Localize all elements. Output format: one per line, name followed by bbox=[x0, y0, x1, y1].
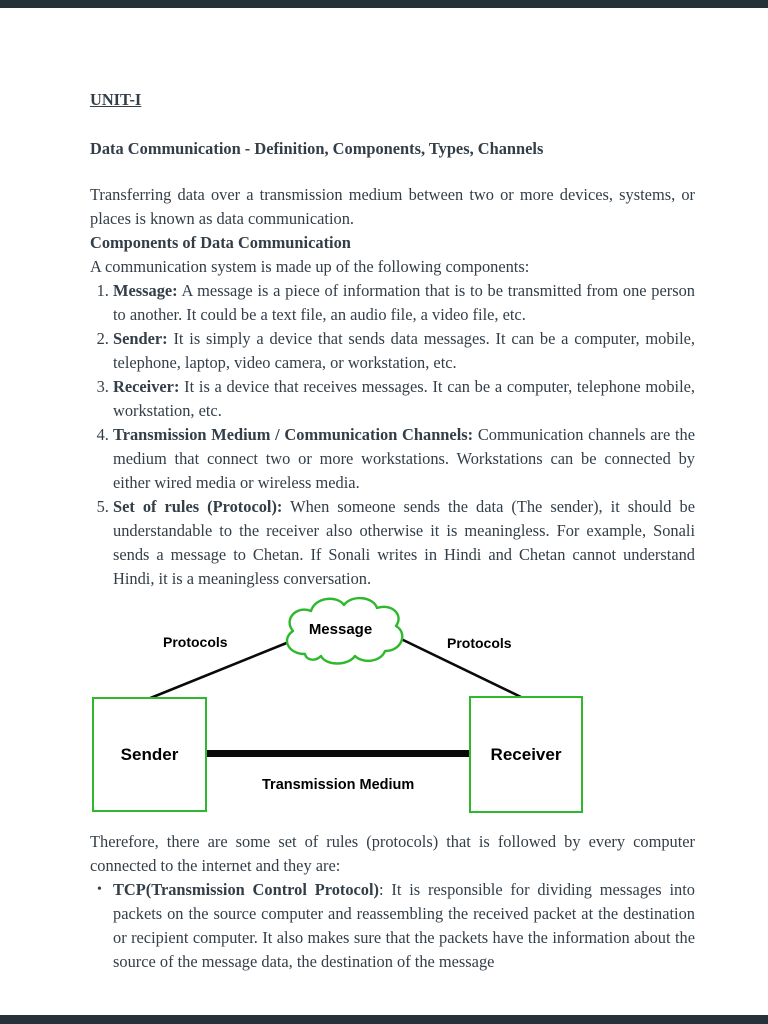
bullet-icon: • bbox=[97, 882, 102, 897]
unit-title-text: UNIT-I bbox=[90, 90, 142, 109]
page-title: Data Communication - Definition, Components, Types, Channels bbox=[90, 139, 544, 158]
transmission-medium-label: Transmission Medium bbox=[262, 777, 415, 793]
protocols-label-right: Protocols bbox=[447, 635, 512, 651]
list-item-protocol bbox=[113, 495, 695, 591]
list-item-message bbox=[113, 279, 695, 327]
component-term: Transmission Medium / Communication Channels: bbox=[113, 425, 474, 444]
component-term: Message: bbox=[113, 281, 178, 300]
viewer-bottom-edge bbox=[0, 1015, 768, 1024]
component-term: Set of rules (Protocol): bbox=[113, 497, 283, 516]
components-list bbox=[90, 279, 695, 591]
transmission-medium-line bbox=[205, 750, 471, 757]
list-item-tcp bbox=[97, 878, 695, 974]
list-item-sender bbox=[113, 327, 695, 375]
bullet-text: : It is responsible for dividing messages into packets on the source computer and reassembling the received packet at the destination or recipient computer. It also makes sure that the packets have the information about the source of the message data, the destination of the message bbox=[113, 880, 695, 971]
component-text: When someone sends the data (The sender), it should be understandable to the receiver also otherwise it is meaningless. For example, Sonali sends a message to Chetan. If Sonali writes in Hindi and Chetan cannot understand Hindi, it is a meaningless conversation. bbox=[113, 497, 695, 588]
components-heading: Components of Data Communication bbox=[90, 233, 351, 252]
component-text: A message is a piece of information that is to be transmitted from one person to another. It could be a text file, an audio file, a video file, etc. bbox=[113, 281, 695, 324]
unit-title bbox=[90, 88, 695, 112]
data-communication-diagram bbox=[0, 591, 768, 816]
receiver-label: Receiver bbox=[490, 744, 562, 764]
receiver-box bbox=[469, 696, 583, 813]
component-text: It is a device that receives messages. It can be a computer, telephone mobile, workstation, etc. bbox=[113, 377, 695, 420]
sender-box bbox=[92, 697, 207, 812]
protocols-label-left: Protocols bbox=[163, 634, 228, 650]
list-item-receiver bbox=[113, 375, 695, 423]
component-text: Communication channels are the medium that connect two or more workstations. Workstations can be connected by either wired media or wireless media. bbox=[113, 425, 695, 492]
closing-paragraph: Therefore, there are some set of rules (protocols) that is followed by every computer connected to the internet and they are: bbox=[90, 832, 695, 875]
sender-label: Sender bbox=[120, 744, 179, 764]
bullet-term: TCP(Transmission Control Protocol) bbox=[113, 880, 380, 899]
cloud-label: Message bbox=[308, 620, 373, 638]
components-lead: A communication system is made up of the following components: bbox=[90, 257, 530, 276]
component-term: Receiver: bbox=[113, 377, 180, 396]
protocol-bullet-list bbox=[90, 878, 695, 974]
component-text: It is simply a device that sends data messages. It can be a computer, mobile, telephone, laptop, video camera, or workstation, etc. bbox=[113, 329, 695, 372]
component-term: Sender: bbox=[113, 329, 168, 348]
intro-paragraph: Transferring data over a transmission medium between two or more devices, systems, or places is known as data communication. bbox=[90, 185, 695, 228]
list-item-transmission-medium bbox=[113, 423, 695, 495]
